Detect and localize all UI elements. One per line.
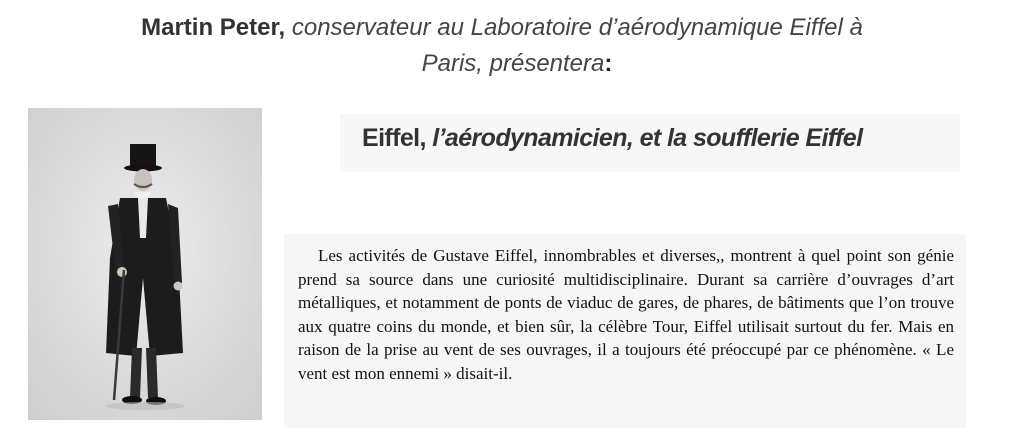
portrait-photo bbox=[28, 108, 262, 420]
portrait-photo-icon bbox=[28, 108, 262, 420]
speaker-role-continued: Paris, présentera bbox=[421, 50, 605, 77]
talk-title-name: Eiffel, bbox=[362, 124, 426, 152]
talk-title-subtitle: l’aérodynamicien, et la soufflerie Eiffel bbox=[432, 124, 863, 152]
speaker-header bbox=[0, 10, 1024, 82]
speaker-header-line-1 bbox=[0, 10, 1024, 46]
speaker-role: conservateur au Laboratoire d’aérodynamique Eiffel à bbox=[291, 14, 863, 41]
header-colon: : bbox=[604, 50, 613, 77]
abstract-text: Les activités de Gustave Eiffel, innombrables et diverses,, montrent à quel point son génie prend sa source dans une curiosité multidisciplinaire. Durant sa carrière d’ouvrages d’art métalliques, et notamment de ponts de viaduc de gares, de phares, de bâtiments que l’on trouve aux quatre coins du monde, et bien sûr, la célèbre Tour, Eiffel utilisait surtout du fer. Mais en raison de la prise au vent de ses ouvrages, il a toujours été préoccupé par ce phénomène. « Le vent est mon ennemi » disait-il. bbox=[298, 246, 954, 383]
speaker-header-line-2 bbox=[0, 46, 1024, 82]
speaker-name: Martin Peter, bbox=[141, 14, 286, 41]
talk-title bbox=[362, 124, 862, 153]
